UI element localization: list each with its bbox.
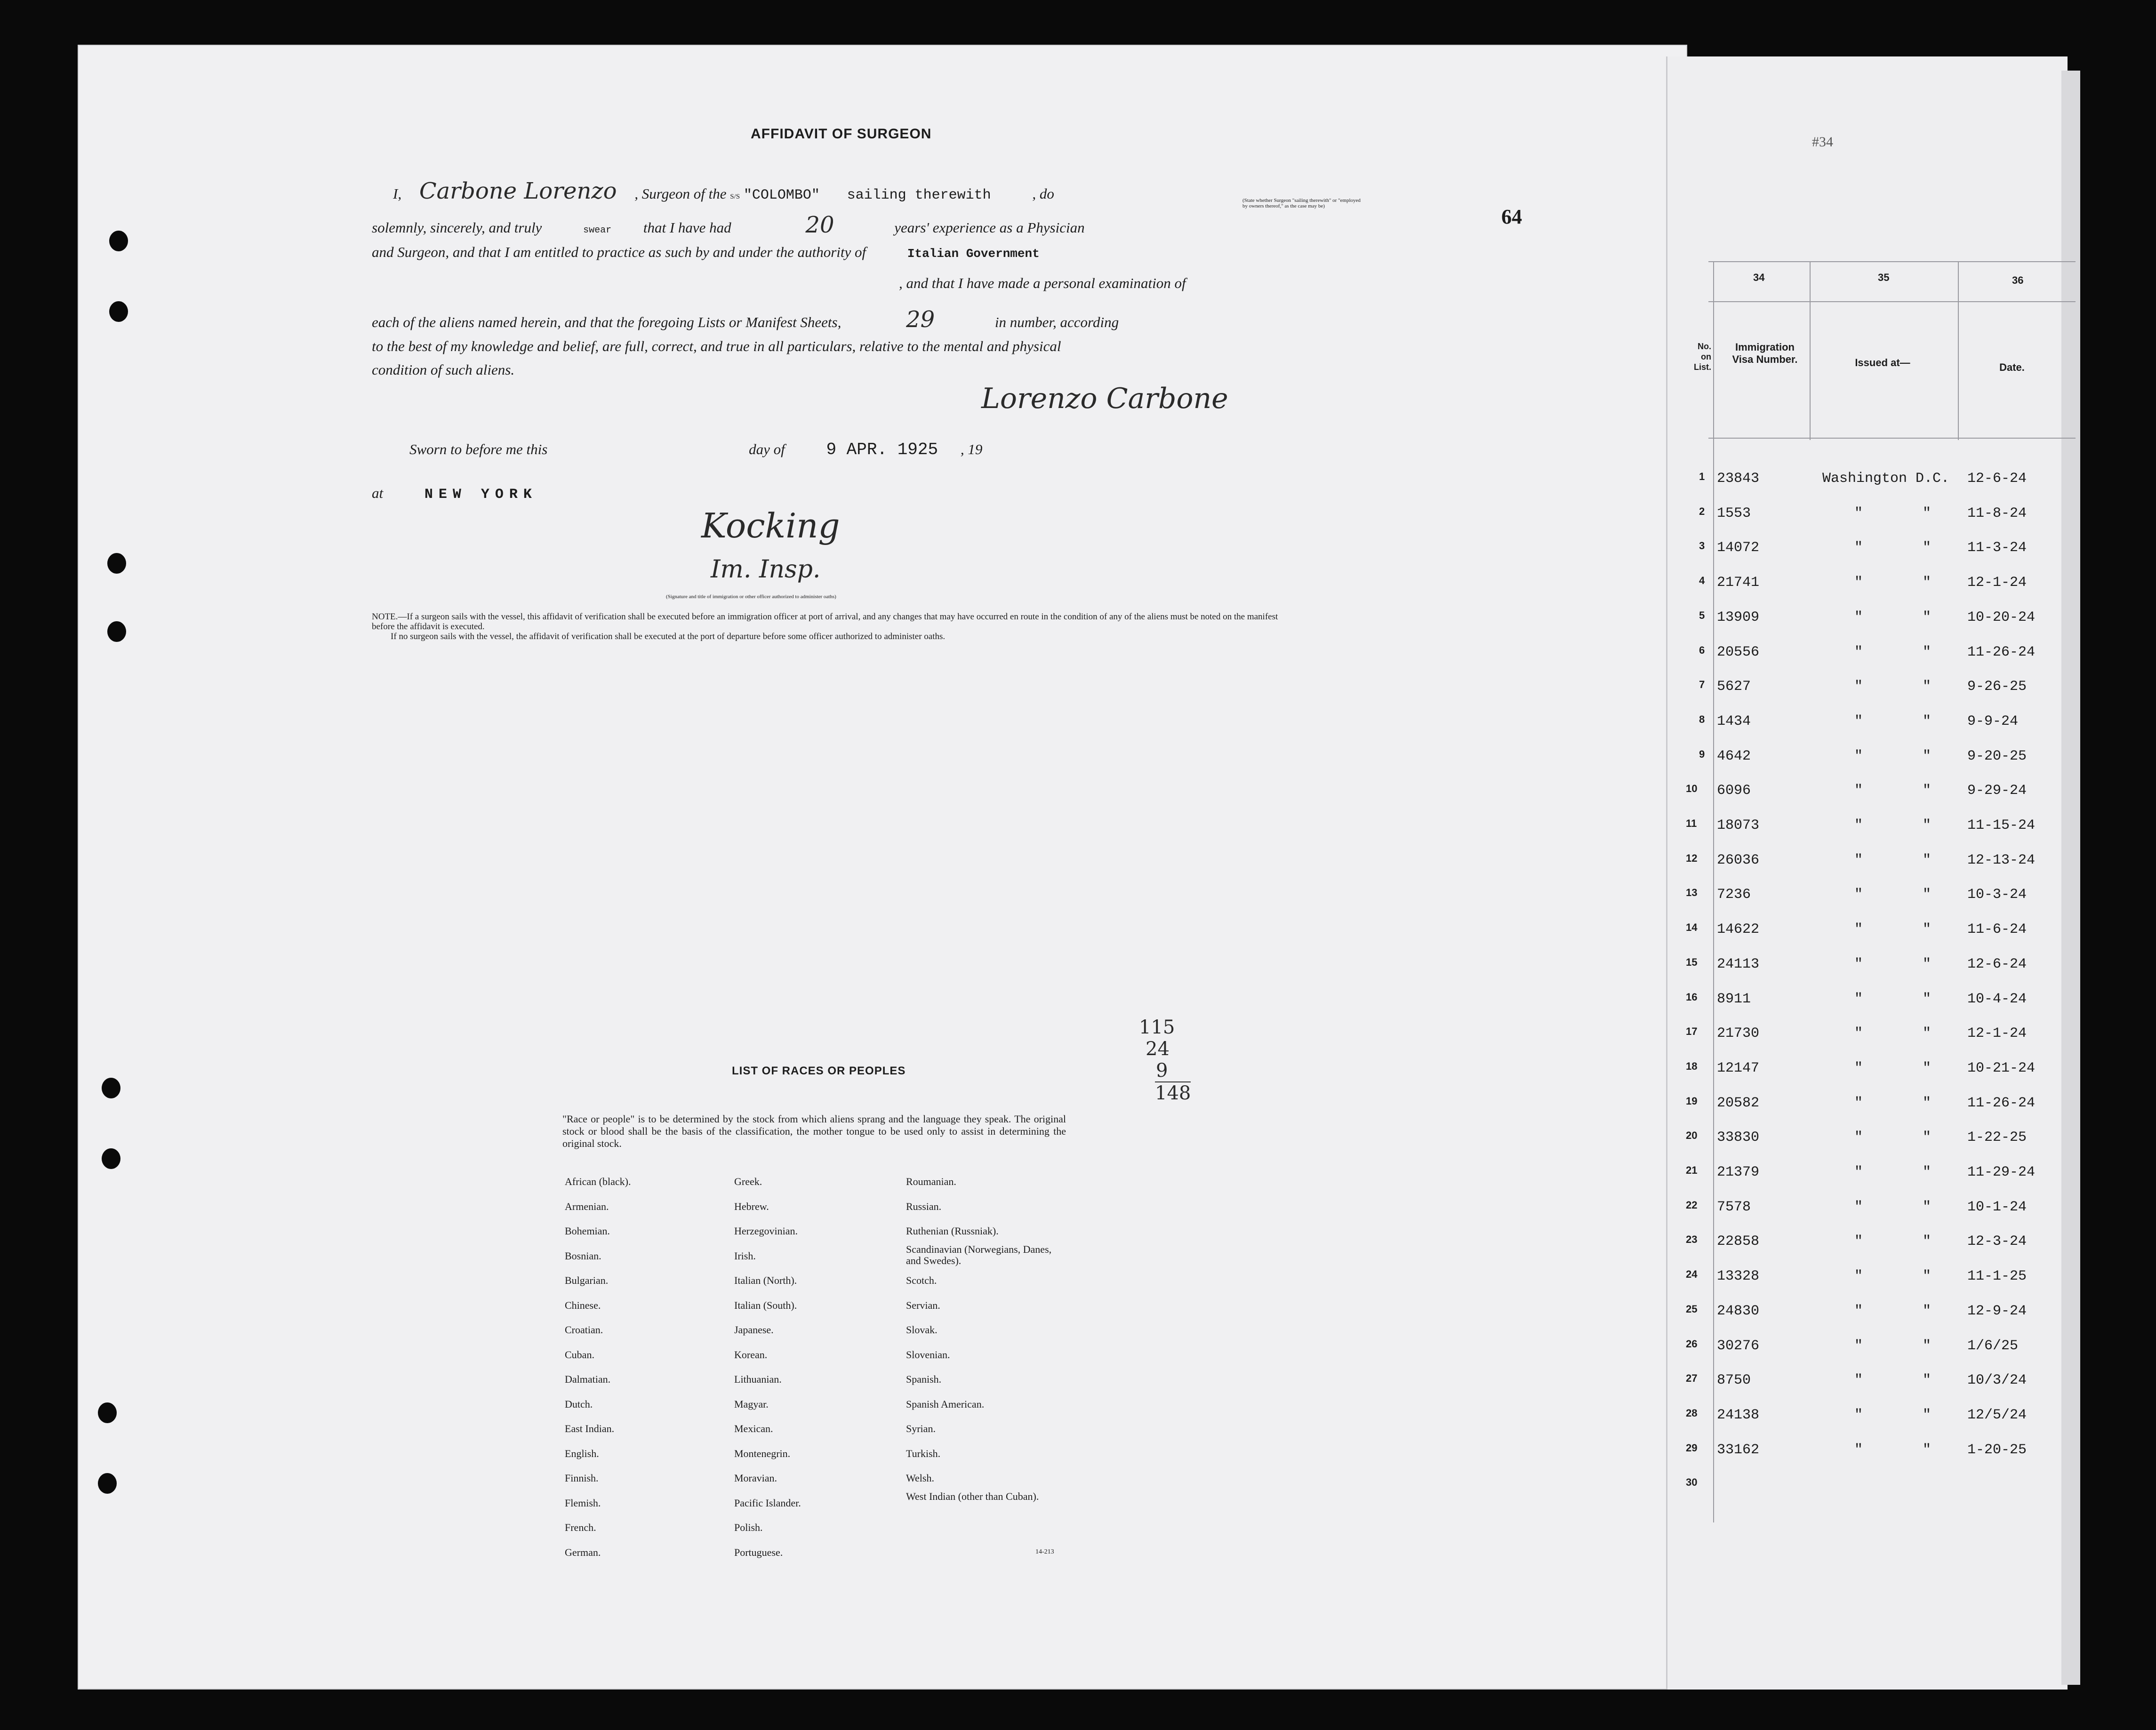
note-1: NOTE.—If a surgeon sails with the vessel, this affidavit of verification shall be executed before an immigration officer at port of arrival, and any changes that may have occurred en route in the condition of any of the aliens must be noted on the manifest before the affidavit is executed. bbox=[372, 612, 1278, 632]
visa-number: 33162 bbox=[1717, 1442, 1760, 1458]
sheet-edge bbox=[2061, 71, 2080, 1685]
authority: Italian Government bbox=[907, 247, 1040, 261]
race-item: African (black). bbox=[565, 1176, 631, 1187]
manifest-page bbox=[78, 45, 1687, 1690]
visa-number: 14622 bbox=[1717, 921, 1760, 938]
issue-date: 11-26-24 bbox=[1967, 644, 2036, 660]
issue-date: 12-3-24 bbox=[1967, 1233, 2027, 1250]
issued-at-ditto: " bbox=[1854, 540, 1863, 556]
race-item: Turkish. bbox=[906, 1447, 941, 1459]
issued-at-ditto: " bbox=[1854, 1025, 1863, 1042]
issued-at-ditto: " bbox=[1923, 505, 1932, 521]
issue-date: 10-3-24 bbox=[1967, 887, 2027, 903]
visa-number: 24830 bbox=[1717, 1303, 1760, 1319]
issued-at-ditto: " bbox=[1854, 1095, 1863, 1111]
race-item: Hebrew. bbox=[734, 1200, 769, 1212]
visa-number: 13328 bbox=[1717, 1268, 1760, 1285]
note-2: If no surgeon sails with the vessel, the affidavit of verification shall be executed at the port of departure before some officer authorized to administer oaths. bbox=[391, 632, 946, 641]
visa-number: 6096 bbox=[1717, 783, 1751, 799]
text: in number, according bbox=[994, 314, 1119, 330]
race-item: French. bbox=[565, 1522, 596, 1533]
issue-date: 10-1-24 bbox=[1967, 1199, 2027, 1215]
issued-at-ditto: " bbox=[1923, 817, 1932, 833]
row-number: 10 bbox=[1686, 783, 1698, 795]
visa-number: 13909 bbox=[1717, 609, 1760, 625]
visa-number: 24113 bbox=[1717, 956, 1760, 972]
table-col-divider bbox=[1810, 261, 1811, 440]
issued-at-ditto: " bbox=[1923, 921, 1932, 938]
visa-number: 21730 bbox=[1717, 1025, 1760, 1042]
text: and Surgeon, and that I am entitled to practice as such by and under the authority of bbox=[372, 244, 866, 260]
text: years' experience as a Physician bbox=[894, 219, 1085, 236]
row-number: 6 bbox=[1699, 644, 1705, 656]
race-item: Moravian. bbox=[734, 1472, 777, 1484]
race-item: English. bbox=[565, 1447, 599, 1459]
binder-hole bbox=[102, 1078, 120, 1098]
race-item: Scotch. bbox=[906, 1274, 937, 1286]
place: NEW YORK bbox=[424, 487, 537, 503]
issued-at-ditto: " bbox=[1854, 1268, 1863, 1285]
issue-date: 11-3-24 bbox=[1967, 540, 2027, 556]
issued-at-ditto: " bbox=[1923, 1199, 1932, 1215]
tally-1: 115 bbox=[1139, 1017, 1175, 1038]
date-stamp: 9 APR. 1925 bbox=[826, 440, 938, 459]
issue-date: 11-15-24 bbox=[1967, 817, 2036, 833]
issued-at-ditto: " bbox=[1854, 852, 1863, 868]
issued-at-ditto: " bbox=[1854, 609, 1863, 625]
row-number: 3 bbox=[1699, 540, 1705, 552]
binder-hole bbox=[102, 1148, 120, 1169]
binder-hole bbox=[107, 621, 126, 642]
col-number-36: 36 bbox=[2012, 274, 2024, 286]
row-number: 24 bbox=[1686, 1268, 1698, 1281]
table-col-divider bbox=[1958, 261, 1959, 440]
row-number: 7 bbox=[1699, 679, 1705, 691]
issued-at-ditto: " bbox=[1923, 679, 1932, 695]
issue-date: 1/6/25 bbox=[1967, 1338, 2019, 1354]
row-number: 15 bbox=[1686, 956, 1698, 968]
visa-number: 20582 bbox=[1717, 1095, 1760, 1111]
tally bbox=[1139, 1017, 1191, 1104]
issue-date: 12-6-24 bbox=[1967, 471, 2027, 487]
race-item: Spanish American. bbox=[906, 1398, 985, 1410]
issued-at-ditto: " bbox=[1923, 1268, 1932, 1285]
issued-at-ditto: " bbox=[1854, 1060, 1863, 1076]
race-item: Bulgarian. bbox=[565, 1274, 609, 1286]
race-item: Syrian. bbox=[906, 1423, 936, 1434]
race-item: Flemish. bbox=[565, 1497, 601, 1509]
oath-type: swear bbox=[583, 225, 612, 236]
race-item: Polish. bbox=[734, 1522, 763, 1533]
visa-number: 7236 bbox=[1717, 887, 1751, 903]
visa-number: 5627 bbox=[1717, 679, 1751, 695]
issued-at-ditto: " bbox=[1854, 713, 1863, 729]
issued-at-ditto: " bbox=[1854, 679, 1863, 695]
issue-date: 10-20-24 bbox=[1967, 609, 2036, 625]
row-number: 27 bbox=[1686, 1372, 1698, 1385]
race-item: Servian. bbox=[906, 1299, 940, 1311]
issued-at-ditto: " bbox=[1854, 956, 1863, 972]
race-item: Lithuanian. bbox=[734, 1373, 782, 1385]
issued-at-ditto: " bbox=[1854, 817, 1863, 833]
issued-at-ditto: " bbox=[1854, 1199, 1863, 1215]
issue-date: 9-20-25 bbox=[1967, 748, 2027, 764]
race-item: Mexican. bbox=[734, 1423, 773, 1434]
issued-at-ditto: " bbox=[1854, 1303, 1863, 1319]
header-issued-at: Issued at— bbox=[1855, 357, 1910, 368]
binder-hole bbox=[109, 301, 128, 322]
issue-date: 11-29-24 bbox=[1967, 1164, 2036, 1180]
issued-at-ditto: " bbox=[1923, 956, 1932, 972]
affidavit-line-2 bbox=[372, 212, 1085, 238]
race-item: Portuguese. bbox=[734, 1546, 783, 1558]
row-number: 21 bbox=[1686, 1164, 1698, 1176]
text: solemnly, sincerely, and truly bbox=[372, 219, 542, 236]
row-number: 29 bbox=[1686, 1442, 1698, 1454]
table-col-divider bbox=[1713, 261, 1714, 1522]
races-column-3 bbox=[906, 1169, 1061, 1515]
issue-date: 11-8-24 bbox=[1967, 505, 2027, 521]
surgeon-name: Carbone Lorenzo bbox=[419, 178, 617, 204]
visa-number: 21379 bbox=[1717, 1164, 1760, 1180]
issued-at-ditto: " bbox=[1854, 1233, 1863, 1250]
issued-at-ditto: " bbox=[1923, 1025, 1932, 1042]
issued-at-ditto: " bbox=[1923, 1303, 1932, 1319]
row-number: 25 bbox=[1686, 1303, 1698, 1315]
race-item: Irish. bbox=[734, 1249, 756, 1262]
race-item: Finnish. bbox=[565, 1472, 599, 1484]
issued-at-ditto: " bbox=[1854, 991, 1863, 1007]
race-item: Bosnian. bbox=[565, 1249, 601, 1262]
issued-at-ditto: " bbox=[1854, 887, 1863, 903]
binder-hole bbox=[98, 1402, 117, 1423]
issued-at-ditto: " bbox=[1923, 713, 1932, 729]
issued-at-ditto: " bbox=[1923, 887, 1932, 903]
issued-at-ditto: " bbox=[1923, 783, 1932, 799]
races-title: LIST OF RACES OR PEOPLES bbox=[732, 1065, 906, 1077]
header-visa-number: Immigration Visa Number. bbox=[1732, 341, 1798, 365]
issued-at-ditto: " bbox=[1923, 1095, 1932, 1111]
issue-date: 9-26-25 bbox=[1967, 679, 2027, 695]
visa-number: 26036 bbox=[1717, 852, 1760, 868]
issued-at-ditto: " bbox=[1854, 575, 1863, 591]
visa-number: 20556 bbox=[1717, 644, 1760, 660]
issued-at-ditto: " bbox=[1854, 1372, 1863, 1389]
race-item: Magyar. bbox=[734, 1398, 769, 1410]
visa-number: 22858 bbox=[1717, 1233, 1760, 1250]
issued-at-ditto: " bbox=[1854, 505, 1863, 521]
affidavit-line-4: , and that I have made a personal examination of bbox=[899, 275, 1186, 291]
tally-2: 24 bbox=[1146, 1038, 1170, 1060]
issue-date: 1-22-25 bbox=[1967, 1129, 2027, 1146]
issue-date: 10-21-24 bbox=[1967, 1060, 2036, 1076]
issue-date: 10-4-24 bbox=[1967, 991, 2027, 1007]
visa-number: 23843 bbox=[1717, 471, 1760, 487]
issued-at-ditto: " bbox=[1923, 1060, 1932, 1076]
visa-number: 7578 bbox=[1717, 1199, 1751, 1215]
visa-number: 24138 bbox=[1717, 1407, 1760, 1423]
row-number: 13 bbox=[1686, 887, 1698, 899]
affidavit-line-3 bbox=[372, 244, 1040, 261]
years-experience: 20 bbox=[805, 212, 834, 238]
issue-date: 10/3/24 bbox=[1967, 1372, 2027, 1389]
text: at bbox=[372, 485, 384, 501]
sailing-note: (State whether Surgeon "sailing therewith" or "employed by owners thereof," as the case may be) bbox=[1242, 198, 1361, 209]
issued-at-ditto: " bbox=[1854, 921, 1863, 938]
race-item: Spanish. bbox=[906, 1373, 942, 1385]
race-item: Armenian. bbox=[565, 1200, 609, 1212]
form-code: 14-213 bbox=[1035, 1548, 1054, 1555]
races-column-2 bbox=[734, 1169, 801, 1565]
text: , do bbox=[1032, 185, 1054, 202]
issue-date: 12-1-24 bbox=[1967, 1025, 2027, 1042]
row-number: 30 bbox=[1686, 1476, 1698, 1489]
sheet-count: 29 bbox=[906, 306, 935, 333]
issue-date: 12-1-24 bbox=[1967, 575, 2027, 591]
tally-3: 9 bbox=[1156, 1060, 1168, 1081]
row-number: 11 bbox=[1686, 817, 1697, 829]
officer-title: Im. Insp. bbox=[711, 555, 821, 584]
row-number: 18 bbox=[1686, 1060, 1698, 1072]
race-item: Welsh. bbox=[906, 1472, 934, 1484]
issued-at: Washington D.C. bbox=[1822, 471, 1950, 487]
issue-date: 11-1-25 bbox=[1967, 1268, 2027, 1285]
row-number: 2 bbox=[1699, 505, 1705, 517]
visa-number: 8911 bbox=[1717, 991, 1751, 1007]
issue-date: 12/5/24 bbox=[1967, 1407, 2027, 1423]
issued-at-ditto: " bbox=[1923, 852, 1932, 868]
issue-date: 11-26-24 bbox=[1967, 1095, 2036, 1111]
races-intro: "Race or people" is to be determined by the stock from which aliens sprang and the language they speak. The original stock or blood shall be the basis of the classification, the mother tongue to be used only to assist in determining the original stock. bbox=[562, 1113, 1066, 1149]
issued-at-ditto: " bbox=[1923, 609, 1932, 625]
text: I, bbox=[393, 185, 402, 202]
visa-number: 18073 bbox=[1717, 817, 1760, 833]
row-number: 20 bbox=[1686, 1129, 1698, 1142]
race-item: Japanese. bbox=[734, 1324, 774, 1336]
sailing-status: sailing therewith bbox=[847, 187, 991, 203]
issued-at-ditto: " bbox=[1923, 1442, 1932, 1458]
visa-number: 8750 bbox=[1717, 1372, 1751, 1389]
issue-date: 12-13-24 bbox=[1967, 852, 2036, 868]
race-item: Dalmatian. bbox=[565, 1373, 611, 1385]
binder-hole bbox=[98, 1473, 117, 1494]
race-item: Slovak. bbox=[906, 1324, 938, 1336]
issued-at-ditto: " bbox=[1854, 1129, 1863, 1146]
affidavit-line-6: to the best of my knowledge and belief, are full, correct, and true in all particulars, relative to the mental and physical bbox=[372, 338, 1061, 354]
affidavit-title: AFFIDAVIT OF SURGEON bbox=[751, 126, 932, 142]
row-number: 16 bbox=[1686, 991, 1698, 1003]
issue-date: 12-9-24 bbox=[1967, 1303, 2027, 1319]
issued-at-ditto: " bbox=[1923, 1372, 1932, 1389]
row-number: 8 bbox=[1699, 713, 1705, 725]
race-item: Greek. bbox=[734, 1176, 762, 1187]
issued-at-ditto: " bbox=[1923, 644, 1932, 660]
row-number: 22 bbox=[1686, 1199, 1698, 1211]
issued-at-ditto: " bbox=[1854, 1164, 1863, 1180]
race-item: Croatian. bbox=[565, 1324, 603, 1336]
race-item: Herzegovinian. bbox=[734, 1225, 798, 1237]
affidavit-note bbox=[372, 612, 1285, 641]
officer-caption: (Signature and title of immigration or other officer authorized to administer oaths) bbox=[666, 594, 836, 600]
race-item: Ruthenian (Russniak). bbox=[906, 1225, 999, 1237]
affidavit-line-5 bbox=[372, 306, 1119, 333]
races-column-1 bbox=[565, 1169, 631, 1565]
race-item: Korean. bbox=[734, 1348, 768, 1361]
page-number: 64 bbox=[1501, 205, 1522, 228]
text: that I have had bbox=[643, 219, 731, 236]
affidavit-line-1 bbox=[393, 178, 1054, 204]
text: each of the aliens named herein, and that the foregoing Lists or Manifest Sheets, bbox=[372, 314, 842, 330]
issued-at-ditto: " bbox=[1854, 783, 1863, 799]
race-item: Roumanian. bbox=[906, 1176, 956, 1187]
race-item: Italian (South). bbox=[734, 1299, 797, 1311]
visa-number: 30276 bbox=[1717, 1338, 1760, 1354]
race-item: Cuban. bbox=[565, 1348, 594, 1361]
table-top-rule bbox=[1708, 261, 2076, 262]
text: day of bbox=[749, 441, 785, 457]
text: Sworn to before me this bbox=[409, 441, 548, 457]
issued-at-ditto: " bbox=[1854, 1407, 1863, 1423]
issue-date: 9-29-24 bbox=[1967, 783, 2027, 799]
row-number: 17 bbox=[1686, 1025, 1698, 1038]
issued-at-ditto: " bbox=[1923, 575, 1932, 591]
row-number: 28 bbox=[1686, 1407, 1698, 1419]
left-header: No. on List. bbox=[1693, 342, 1711, 372]
table-header-rule bbox=[1708, 301, 2076, 302]
issued-at-ditto: " bbox=[1923, 1338, 1932, 1354]
row-number: 19 bbox=[1686, 1095, 1698, 1107]
race-item: German. bbox=[565, 1546, 601, 1558]
vessel-name: "COLOMBO" bbox=[743, 187, 820, 203]
visa-number: 1434 bbox=[1717, 713, 1751, 729]
issued-at-ditto: " bbox=[1854, 1442, 1863, 1458]
sworn-line bbox=[409, 440, 982, 459]
race-item: Scandinavian (Norwegians, Danes, and Swedes). bbox=[906, 1243, 1052, 1266]
race-item: Chinese. bbox=[565, 1299, 601, 1311]
visa-number: 12147 bbox=[1717, 1060, 1760, 1076]
affidavit-line-7: condition of such aliens. bbox=[372, 361, 515, 378]
issued-at-ditto: " bbox=[1923, 1129, 1932, 1146]
visa-number: 1553 bbox=[1717, 505, 1751, 521]
issue-date: 11-6-24 bbox=[1967, 921, 2027, 938]
visa-number: 33830 bbox=[1717, 1129, 1760, 1146]
col-number-35: 35 bbox=[1878, 272, 1890, 283]
issued-at-ditto: " bbox=[1854, 748, 1863, 764]
issue-date: 12-6-24 bbox=[1967, 956, 2027, 972]
officer-signature: Kocking bbox=[701, 506, 840, 545]
race-item: Dutch. bbox=[565, 1398, 593, 1410]
race-item: East Indian. bbox=[565, 1423, 615, 1434]
issued-at-ditto: " bbox=[1923, 991, 1932, 1007]
issue-date: 9-9-24 bbox=[1967, 713, 2019, 729]
issued-at-ditto: " bbox=[1923, 1407, 1932, 1423]
binder-hole bbox=[107, 553, 126, 574]
race-item: Slovenian. bbox=[906, 1348, 950, 1361]
issued-at-ditto: " bbox=[1923, 1233, 1932, 1250]
surgeon-signature: Lorenzo Carbone bbox=[981, 382, 1228, 415]
issued-at-ditto: " bbox=[1854, 644, 1863, 660]
visa-number: 4642 bbox=[1717, 748, 1751, 764]
text: , 19 bbox=[960, 441, 983, 457]
race-item: West Indian (other than Cuban). bbox=[906, 1490, 1039, 1502]
visa-number: 14072 bbox=[1717, 540, 1760, 556]
row-number: 9 bbox=[1699, 748, 1705, 760]
row-number: 23 bbox=[1686, 1233, 1698, 1246]
corner-mark: #34 bbox=[1812, 134, 1833, 150]
issued-at-ditto: " bbox=[1854, 1338, 1863, 1354]
race-item: Pacific Islander. bbox=[734, 1497, 801, 1509]
issued-at-ditto: " bbox=[1923, 748, 1932, 764]
row-number: 12 bbox=[1686, 852, 1698, 864]
race-item: Bohemian. bbox=[565, 1225, 610, 1237]
visa-number: 21741 bbox=[1717, 575, 1760, 591]
race-item: Italian (North). bbox=[734, 1274, 797, 1286]
row-number: 1 bbox=[1699, 471, 1705, 482]
binder-hole bbox=[109, 231, 128, 251]
header-date: Date. bbox=[1999, 361, 2025, 373]
place-line bbox=[372, 485, 537, 503]
text: , Surgeon of the bbox=[634, 185, 727, 202]
col-number-34: 34 bbox=[1753, 272, 1765, 283]
issued-at-ditto: " bbox=[1923, 1164, 1932, 1180]
race-item: Russian. bbox=[906, 1200, 942, 1212]
row-number: 14 bbox=[1686, 921, 1698, 934]
row-number: 5 bbox=[1699, 609, 1705, 621]
row-number: 4 bbox=[1699, 575, 1705, 587]
vessel-prefix: S/S bbox=[730, 193, 740, 200]
row-number: 26 bbox=[1686, 1338, 1698, 1350]
table-header-bottom bbox=[1708, 438, 2076, 439]
issue-date: 1-20-25 bbox=[1967, 1442, 2027, 1458]
issued-at-ditto: " bbox=[1923, 540, 1932, 556]
tally-4: 148 bbox=[1155, 1082, 1191, 1104]
race-item: Montenegrin. bbox=[734, 1447, 791, 1459]
